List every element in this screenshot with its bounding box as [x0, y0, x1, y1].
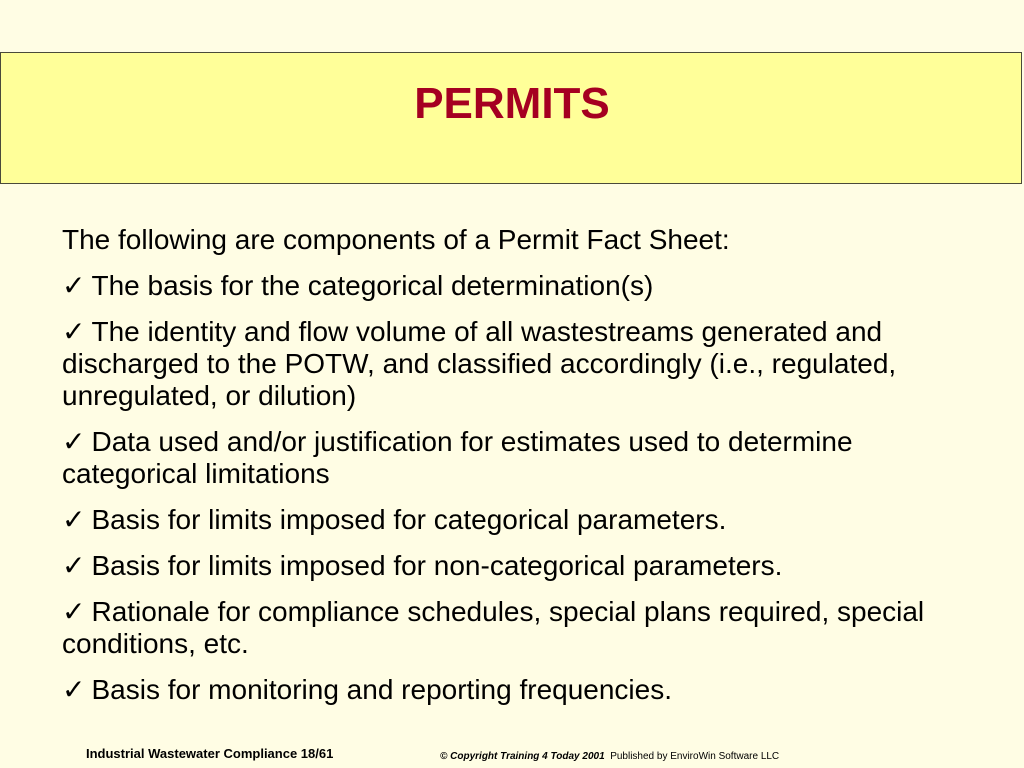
list-item-text: Basis for limits imposed for categorical parameters.	[91, 504, 727, 535]
list-item	[62, 550, 982, 582]
list-item	[62, 596, 982, 660]
checkmark-icon: ✓	[62, 504, 86, 535]
footer-credits	[440, 751, 779, 762]
list-item-text: The identity and flow volume of all wastestreams generated and discharged to the POTW, and classified accordingly (i.e., regulated, unregulated, or dilution)	[62, 316, 897, 411]
list-item-text: Data used and/or justification for estimates used to determine categorical limitations	[62, 426, 853, 489]
list-item-text: Basis for monitoring and reporting frequencies.	[91, 674, 673, 705]
list-item	[62, 426, 982, 490]
checkmark-icon: ✓	[62, 674, 86, 705]
slide-content	[62, 224, 982, 720]
slide-title: PERMITS	[414, 79, 610, 128]
footer-course: Industrial Wastewater Compliance 18/61	[86, 746, 334, 761]
list-item	[62, 316, 982, 412]
intro-text: The following are components of a Permit Fact Sheet:	[62, 224, 730, 255]
list-item-text: The basis for the categorical determination(s)	[91, 270, 654, 301]
checkmark-icon: ✓	[62, 316, 86, 347]
checkmark-icon: ✓	[62, 426, 86, 457]
checkmark-icon: ✓	[62, 550, 86, 581]
list-item	[62, 504, 982, 536]
list-item	[62, 270, 982, 302]
list-item	[62, 674, 982, 706]
footer-copyright: © Copyright Training 4 Today 2001	[440, 751, 605, 762]
list-item-text: Basis for limits imposed for non-categorical parameters.	[91, 550, 783, 581]
checkmark-icon: ✓	[62, 596, 86, 627]
list-item-text: Rationale for compliance schedules, special plans required, special conditions, etc.	[62, 596, 925, 659]
checkmark-icon: ✓	[62, 270, 86, 301]
footer-publisher: Published by EnviroWin Software LLC	[610, 751, 780, 762]
